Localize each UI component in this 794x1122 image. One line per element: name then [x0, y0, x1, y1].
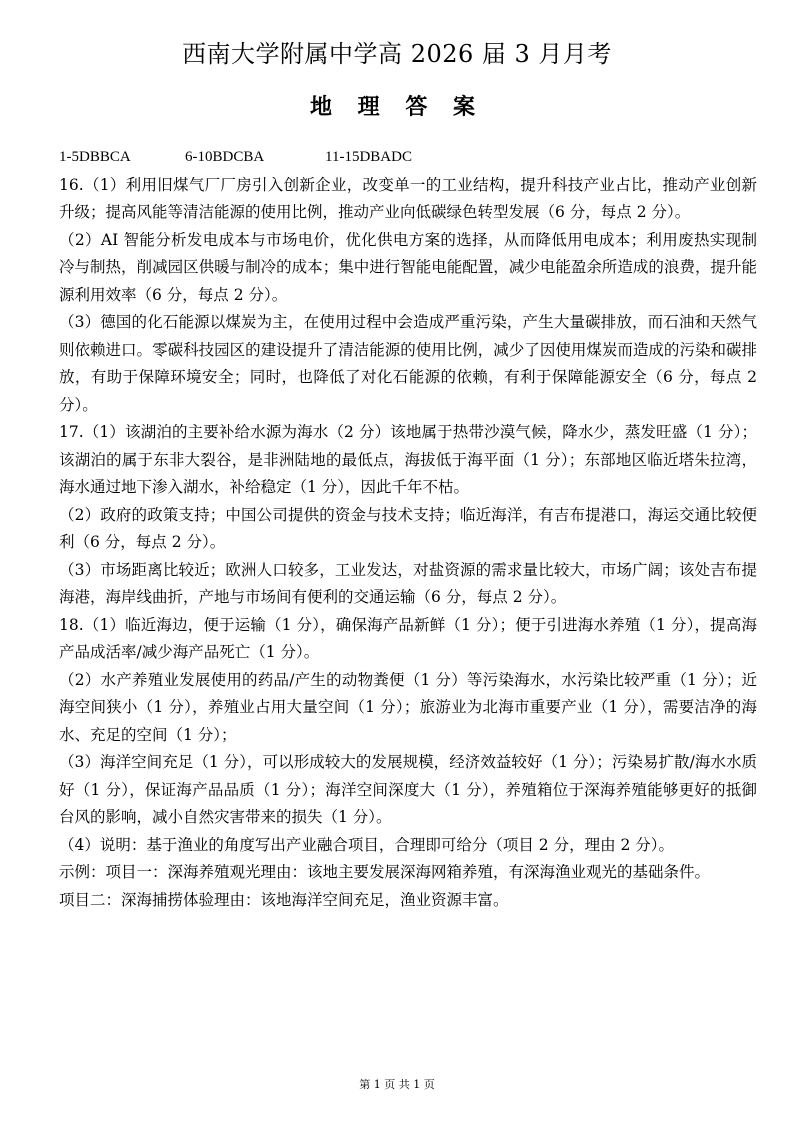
q18-example-1: 示例：项目一：深海养殖观光理由：该地主要发展深海网箱养殖，有深海渔业观光的基础条件。	[59, 863, 711, 881]
exam-title: 西南大学附属中学高 2026 届 3 月月考	[182, 40, 612, 68]
q16-part1: 16.（1）利用旧煤气厂厂房引入创新企业，改变单一的工业结构，提升科技产业占比，推动产业创新升级；提高风能等清洁能源的使用比例，推动产业向低碳绿色转型发展（6 分，每点 2 分）。	[59, 175, 757, 221]
q16-part3: （3）德国的化石能源以煤炭为主，在使用过程中会造成严重污染，产生大量碳排放，而石油和天然气则依赖进口。零碳科技园区的建设提升了清洁能源的使用比例，减少了因使用煤炭而造成的污染和碳排放，有助于保障环境安全；同时，也降低了对化石能源的依赖，有利于保障能源安全（6 分，每点 2 分）。	[59, 313, 757, 414]
q17-part2: （2）政府的政策支持；中国公司提供的资金与技术支持；临近海洋，有吉布提港口，海运交通比较便利（6 分，每点 2 分）。	[59, 505, 757, 551]
mc-group-1-5: 1-5DBBCA	[59, 149, 131, 165]
answer-subtitle: 地 理 答 案	[310, 94, 484, 120]
q18-part4: （4）说明：基于渔业的角度写出产业融合项目，合理即可给分（项目 2 分，理由 2 分）。	[59, 835, 675, 854]
q17-part3: （3）市场距离比较近；欧洲人口较多，工业发达，对盐资源的需求量比较大，市场广阔；该处吉布提海港，海岸线曲折，产地与市场间有便利的交通运输（6 分，每点 2 分）。	[59, 560, 757, 606]
q18-part1: 18.（1）临近海边，便于运输（1 分），确保海产品新鲜（1 分）；便于引进海水养殖（1 分），提高海产品成活率/减少海产品死亡（1 分）。	[59, 615, 757, 661]
page-number: 第 1 页 共 1 页	[359, 1078, 435, 1091]
q16-part2: （2）AI 智能分析发电成本与市场电价，优化供电方案的选择，从而降低用电成本；利用废热实现制冷与制热，削减园区供暖与制冷的成本；集中进行智能电能配置，减少电能盈余所造成的浪费，提升能源利用效率（6 分，每点 2 分）。	[59, 230, 757, 304]
mc-group-6-10: 6-10BDCBA	[185, 149, 265, 165]
multiple-choice-answers	[59, 144, 757, 172]
answer-content	[59, 144, 757, 914]
q18-part2: （2）水产养殖业发展使用的药品/产生的动物粪便（1 分）等污染海水，水污染比较严重（1 分）；近海空间狭小（1 分），养殖业占用大量空间（1 分）；旅游业为北海市重要产业（1 分），需要洁净的海水、充足的空间（1 分）；	[59, 670, 757, 744]
q17-part1: 17.（1）该湖泊的主要补给水源为海水（2 分）该地属于热带沙漠气候，降水少，蒸发旺盛（1 分）；该湖泊的属于东非大裂谷，是非洲陆地的最低点，海拔低于海平面（1 分）；东部地区临近塔朱拉湾，海水通过地下渗入湖水，补给稳定（1 分），因此千年不枯。	[59, 423, 757, 496]
q18-part3: （3）海洋空间充足（1 分），可以形成较大的发展规模，经济效益较好（1 分）；污染易扩散/海水水质好（1 分），保证海产品品质（1 分）；海洋空间深度大（1 分），养殖箱位于深海养殖能够更好的抵御台风的影响，减小自然灾害带来的损失（1 分）。	[59, 753, 757, 826]
q18-example-2: 项目二：深海捕捞体验理由：该地海洋空间充足，渔业资源丰富。	[59, 890, 509, 909]
mc-group-11-15: 11-15DBADC	[325, 149, 412, 165]
